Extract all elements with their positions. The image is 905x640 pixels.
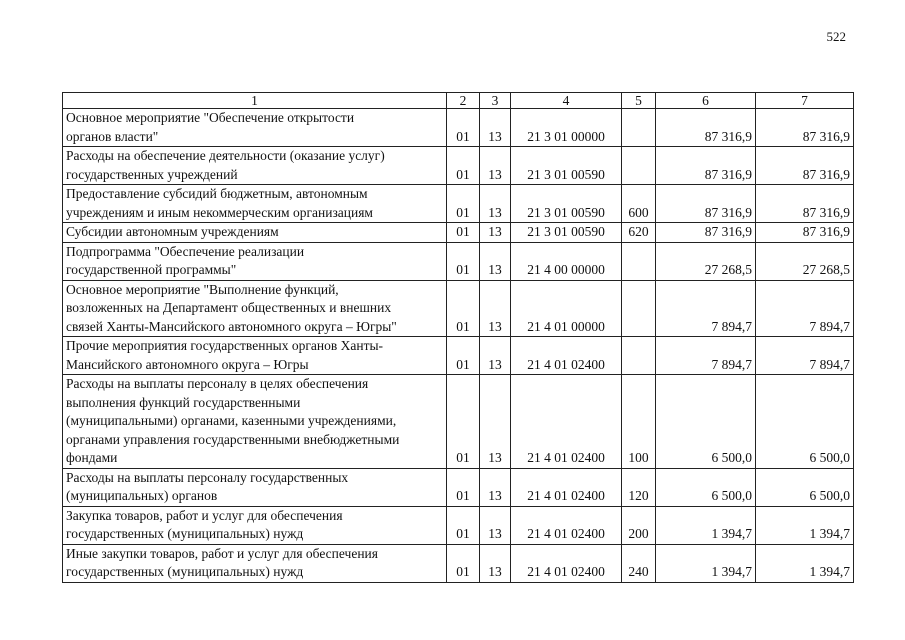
cell-expense-type — [622, 280, 656, 337]
cell-amount-1: 6 500,0 — [656, 375, 756, 469]
cell-expense-type — [622, 242, 656, 280]
cell-name: Закупка товаров, работ и услуг для обеспечения государственных (муниципальных) нужд — [63, 506, 447, 544]
cell-amount-2: 27 268,5 — [756, 242, 854, 280]
cell-section: 01 — [447, 147, 480, 185]
cell-name: Расходы на выплаты персоналу государственных (муниципальных) органов — [63, 468, 447, 506]
cell-name: Основное мероприятие "Выполнение функций, возложенных на Департамент общественных и внешних связей Ханты-Мансийского автономного округа – Югры" — [63, 280, 447, 337]
cell-amount-1: 6 500,0 — [656, 468, 756, 506]
cell-expense-type: 100 — [622, 375, 656, 469]
cell-subsection: 13 — [480, 280, 511, 337]
table-row — [63, 147, 854, 185]
cell-expense-type: 200 — [622, 506, 656, 544]
header-col-3: 3 — [480, 93, 511, 109]
cell-target-article: 21 3 01 00590 — [511, 185, 622, 223]
cell-amount-2: 87 316,9 — [756, 223, 854, 243]
cell-section: 01 — [447, 185, 480, 223]
cell-amount-2: 1 394,7 — [756, 544, 854, 582]
cell-subsection: 13 — [480, 109, 511, 147]
cell-subsection: 13 — [480, 147, 511, 185]
cell-target-article: 21 3 01 00590 — [511, 223, 622, 243]
cell-subsection: 13 — [480, 242, 511, 280]
header-row — [63, 93, 854, 109]
cell-amount-1: 1 394,7 — [656, 506, 756, 544]
cell-amount-1: 87 316,9 — [656, 223, 756, 243]
cell-expense-type — [622, 109, 656, 147]
cell-name: Подпрограмма "Обеспечение реализации государственной программы" — [63, 242, 447, 280]
table-row — [63, 506, 854, 544]
table-row — [63, 280, 854, 337]
cell-target-article: 21 4 01 02400 — [511, 375, 622, 469]
cell-target-article: 21 4 01 02400 — [511, 337, 622, 375]
cell-amount-1: 87 316,9 — [656, 147, 756, 185]
cell-target-article: 21 4 01 02400 — [511, 468, 622, 506]
header-col-2: 2 — [447, 93, 480, 109]
cell-amount-1: 7 894,7 — [656, 280, 756, 337]
cell-amount-1: 1 394,7 — [656, 544, 756, 582]
cell-section: 01 — [447, 223, 480, 243]
cell-amount-2: 6 500,0 — [756, 375, 854, 469]
table-body — [63, 109, 854, 583]
cell-section: 01 — [447, 544, 480, 582]
header-col-4: 4 — [511, 93, 622, 109]
header-col-6: 6 — [656, 93, 756, 109]
cell-target-article: 21 3 01 00590 — [511, 147, 622, 185]
cell-amount-2: 7 894,7 — [756, 337, 854, 375]
cell-expense-type — [622, 337, 656, 375]
cell-target-article: 21 4 00 00000 — [511, 242, 622, 280]
cell-section: 01 — [447, 468, 480, 506]
budget-table — [62, 92, 854, 583]
table-row — [63, 242, 854, 280]
table-row — [63, 185, 854, 223]
cell-amount-1: 87 316,9 — [656, 109, 756, 147]
header-col-5: 5 — [622, 93, 656, 109]
cell-amount-2: 7 894,7 — [756, 280, 854, 337]
cell-amount-1: 87 316,9 — [656, 185, 756, 223]
cell-subsection: 13 — [480, 223, 511, 243]
page-number: 522 — [826, 29, 846, 44]
cell-amount-1: 27 268,5 — [656, 242, 756, 280]
cell-expense-type: 600 — [622, 185, 656, 223]
cell-subsection: 13 — [480, 468, 511, 506]
cell-section: 01 — [447, 242, 480, 280]
cell-name: Прочие мероприятия государственных органов Ханты- Мансийского автономного округа – Югры — [63, 337, 447, 375]
cell-section: 01 — [447, 337, 480, 375]
cell-subsection: 13 — [480, 337, 511, 375]
table-row — [63, 223, 854, 243]
cell-name: Основное мероприятие "Обеспечение открытости органов власти" — [63, 109, 447, 147]
cell-amount-2: 87 316,9 — [756, 109, 854, 147]
cell-subsection: 13 — [480, 185, 511, 223]
cell-name: Иные закупки товаров, работ и услуг для обеспечения государственных (муниципальных) нужд — [63, 544, 447, 582]
cell-name: Расходы на обеспечение деятельности (оказание услуг) государственных учреждений — [63, 147, 447, 185]
cell-expense-type: 620 — [622, 223, 656, 243]
cell-section: 01 — [447, 506, 480, 544]
cell-subsection: 13 — [480, 544, 511, 582]
header-col-1: 1 — [63, 93, 447, 109]
header-col-7: 7 — [756, 93, 854, 109]
cell-amount-2: 87 316,9 — [756, 147, 854, 185]
cell-section: 01 — [447, 280, 480, 337]
cell-name: Предоставление субсидий бюджетным, автономным учреждениям и иным некоммерческим организациям — [63, 185, 447, 223]
cell-name: Субсидии автономным учреждениям — [63, 223, 447, 243]
cell-expense-type — [622, 147, 656, 185]
cell-amount-2: 6 500,0 — [756, 468, 854, 506]
table-row — [63, 468, 854, 506]
cell-target-article: 21 4 01 00000 — [511, 280, 622, 337]
table-row — [63, 109, 854, 147]
cell-section: 01 — [447, 109, 480, 147]
cell-section: 01 — [447, 375, 480, 469]
cell-amount-2: 87 316,9 — [756, 185, 854, 223]
cell-target-article: 21 4 01 02400 — [511, 506, 622, 544]
cell-expense-type: 240 — [622, 544, 656, 582]
cell-expense-type: 120 — [622, 468, 656, 506]
table-row — [63, 337, 854, 375]
cell-target-article: 21 4 01 02400 — [511, 544, 622, 582]
table-row — [63, 375, 854, 469]
cell-subsection: 13 — [480, 375, 511, 469]
cell-name: Расходы на выплаты персоналу в целях обеспечения выполнения функций государственными (муниципальными) органами, казенными учреждениями, органами управления государственными внебюджетными фондами — [63, 375, 447, 469]
cell-subsection: 13 — [480, 506, 511, 544]
table-row — [63, 544, 854, 582]
cell-target-article: 21 3 01 00000 — [511, 109, 622, 147]
cell-amount-1: 7 894,7 — [656, 337, 756, 375]
cell-amount-2: 1 394,7 — [756, 506, 854, 544]
table-header — [63, 93, 854, 109]
